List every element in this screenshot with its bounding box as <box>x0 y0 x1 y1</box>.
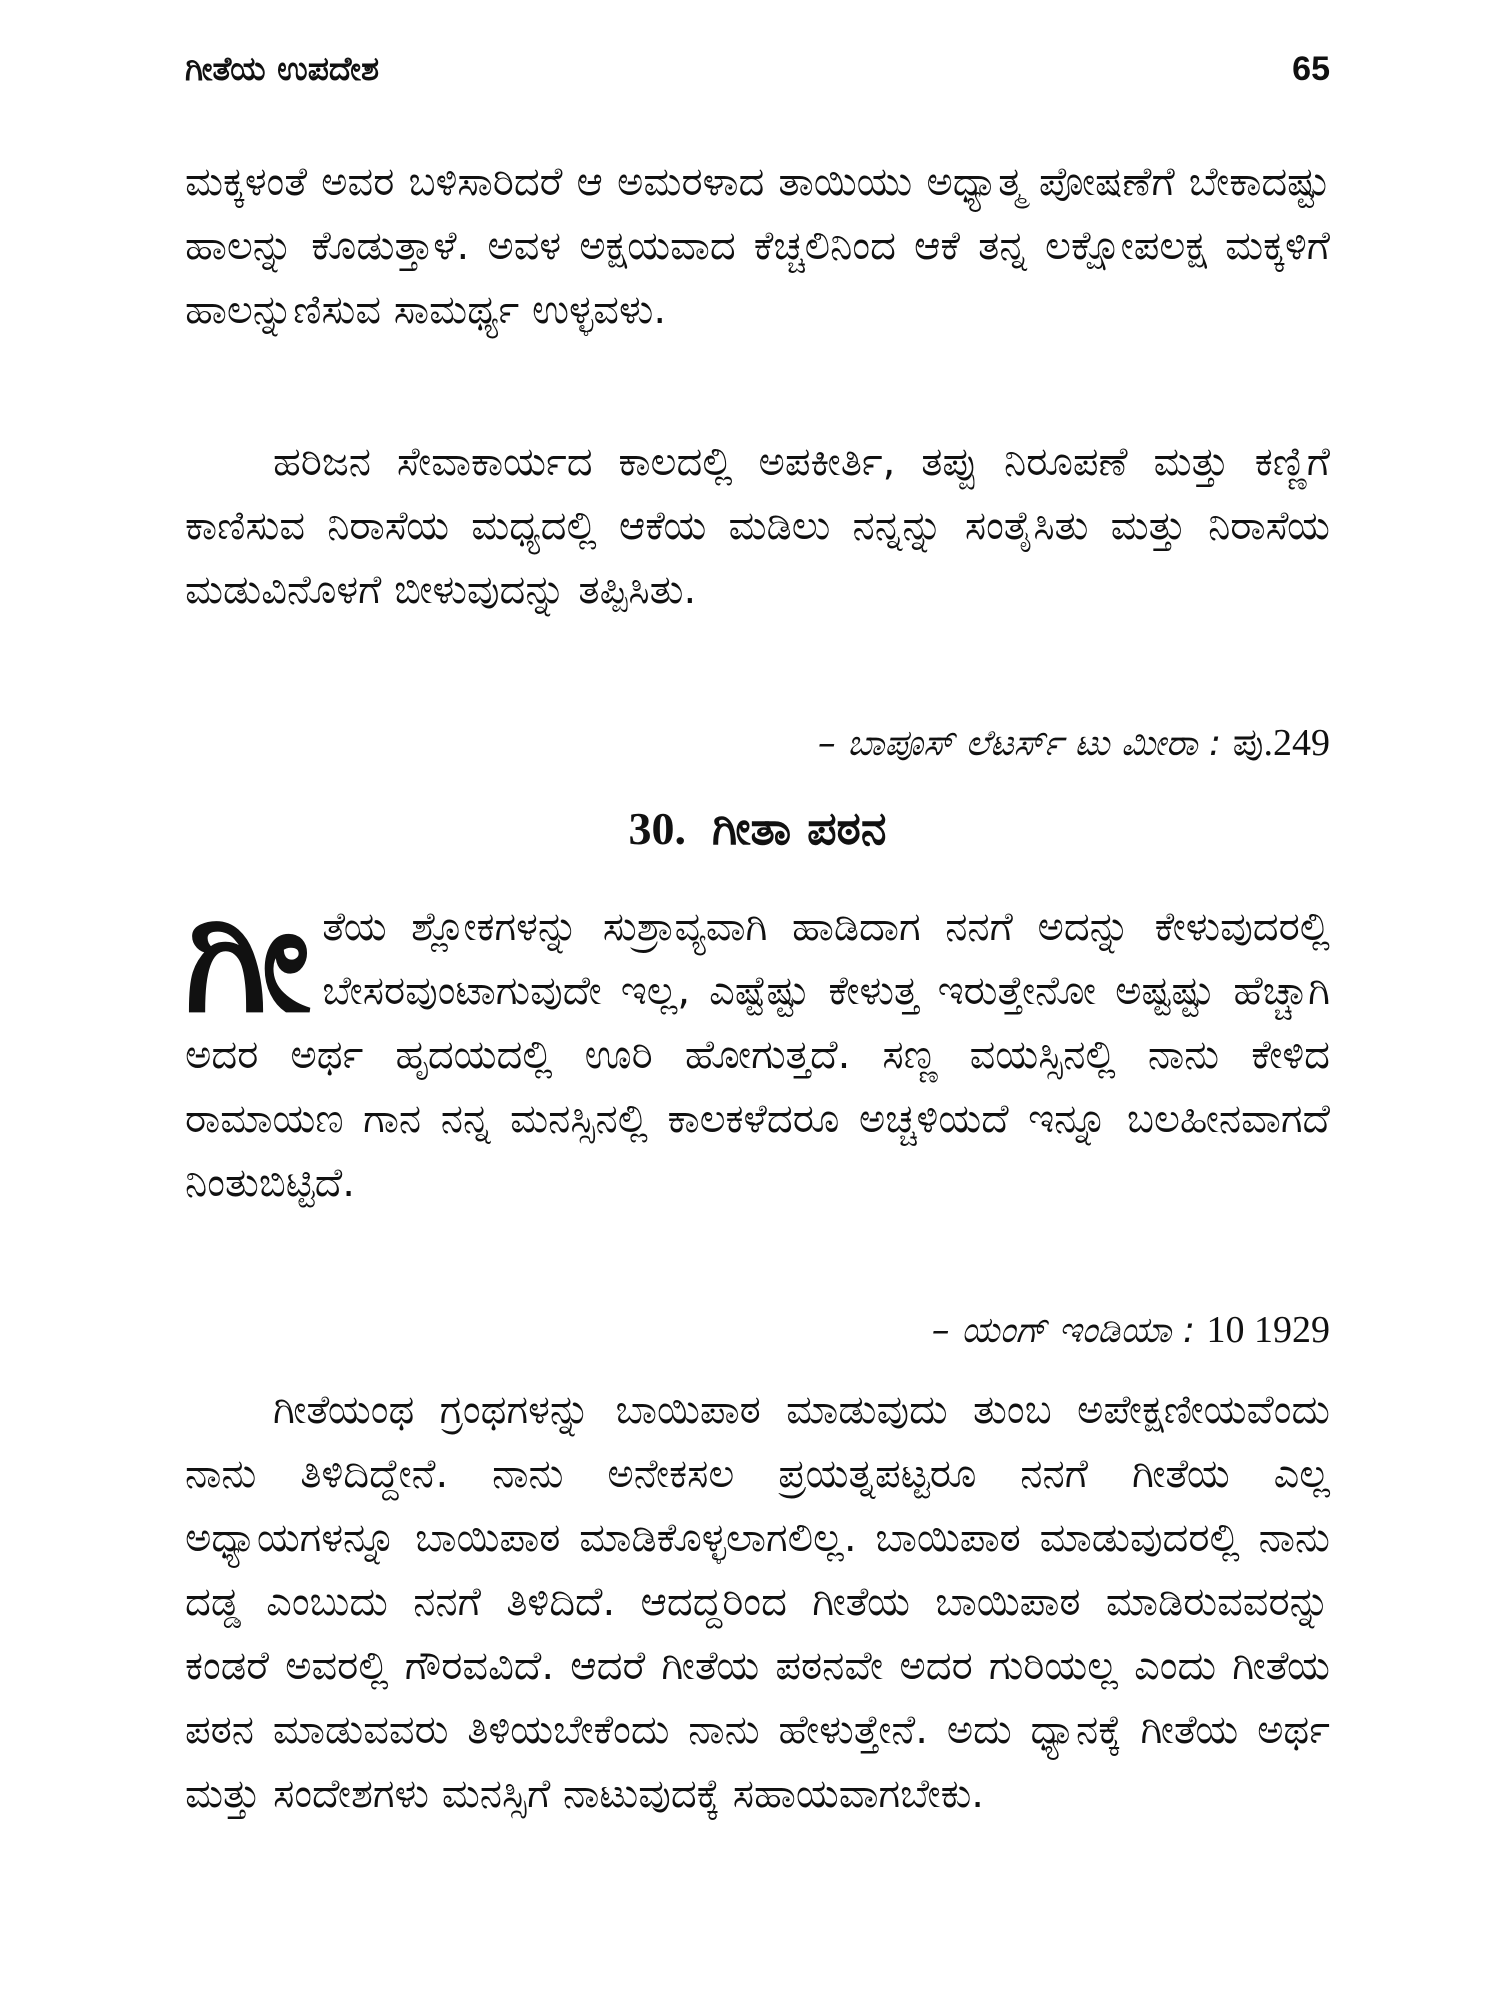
paragraph-1: ಮಕ್ಕಳಂತೆ ಅವರ ಬಳಿಸಾರಿದರೆ ಆ ಅಮರಳಾದ ತಾಯಿಯು ಅಧ್ಯಾತ್ಮ ಪೋಷಣೆಗೆ ಬೇಕಾದಷ್ಟು ಹಾಲನ್ನು ಕೊಡುತ್ತಾಳೆ. ಅವಳ ಅಕ್ಷಯವಾದ ಕೆಚ್ಚಲಿನಿಂದ ಆಕೆ ತನ್ನ ಲಕ್ಷೋಪಲಕ್ಷ ಮಕ್ಕಳಿಗೆ ಹಾಲನ್ನುಣಿಸುವ ಸಾಮರ್ಥ್ಯ ಉಳ್ಳವಳು. <box>185 159 1330 333</box>
citation-1 <box>185 715 1330 772</box>
paragraph-3 <box>185 872 1330 1215</box>
running-header <box>185 44 1330 94</box>
chapter-number: 30. <box>628 803 687 854</box>
paragraph-1-block <box>185 150 1330 342</box>
citation-2-page: 10 1929 <box>1206 1309 1330 1351</box>
chapter-title: ಗೀತಾ ಪಠನ <box>712 801 887 855</box>
citation-2-source: – ಯಂಗ್ ಇಂಡಿಯಾ : <box>931 1310 1196 1351</box>
paragraph-4: ಗೀತೆಯಂಥ ಗ್ರಂಥಗಳನ್ನು ಬಾಯಿಪಾಠ ಮಾಡುವುದು ತುಂಬ ಅಪೇಕ್ಷಣೀಯವೆಂದು ನಾನು ತಿಳಿದಿದ್ದೇನೆ. ನಾನು ಅನೇಕಸಲ ಪ್ರಯತ್ನಪಟ್ಟರೂ ನನಗೆ ಗೀತೆಯ ಎಲ್ಲ ಅಧ್ಯಾಯಗಳನ್ನೂ ಬಾಯಿಪಾಠ ಮಾಡಿಕೊಳ್ಳಲಾಗಲಿಲ್ಲ. ಬಾಯಿಪಾಠ ಮಾಡುವುದರಲ್ಲಿ ನಾನು ದಡ್ಡ ಎಂಬುದು ನನಗೆ ತಿಳಿದಿದೆ. ಆದದ್ದರಿಂದ ಗೀತೆಯ ಬಾಯಿಪಾಠ ಮಾಡಿರುವವರನ್ನು ಕಂಡರೆ ಅವರಲ್ಲಿ ಗೌರವವಿದೆ. ಆದರೆ ಗೀತೆಯ ಪಠನವೇ ಅದರ ಗುರಿಯಲ್ಲ ಎಂದು ಗೀತೆಯ ಪಠನ ಮಾಡುವವರು ತಿಳಿಯಬೇಕೆಂದು ನಾನು ಹೇಳುತ್ತೇನೆ. ಅದು ಧ್ಯಾನಕ್ಕೆ ಗೀತೆಯ ಅರ್ಥ ಮತ್ತು ಸಂದೇಶಗಳು ಮನಸ್ಸಿಗೆ ನಾಟುವುದಕ್ಕೆ ಸಹಾಯವಾಗಬೇಕು. <box>185 1387 1330 1817</box>
paragraph-4-block <box>185 1378 1330 1826</box>
paragraph-2-block <box>185 430 1330 622</box>
paragraph-3-text: ತೆಯ ಶ್ಲೋಕಗಳನ್ನು ಸುಶ್ರಾವ್ಯವಾಗಿ ಹಾಡಿದಾಗ ನನಗೆ ಅದನ್ನು ಕೇಳುವುದರಲ್ಲಿ ಬೇಸರವುಂಟಾಗುವುದೇ ಇಲ್ಲ, ಎಷ್ಟೆಷ್ಟು ಕೇಳುತ್ತ ಇರುತ್ತೇನೋ ಅಷ್ಟಷ್ಟು ಹೆಚ್ಚಾಗಿ ಅದರ ಅರ್ಥ ಹೃದಯದಲ್ಲಿ ಊರಿ ಹೋಗುತ್ತದೆ. ಸಣ್ಣ ವಯಸ್ಸಿನಲ್ಲಿ ನಾನು ಕೇಳಿದ ರಾಮಾಯಣ ಗಾನ ನನ್ನ ಮನಸ್ಸಿನಲ್ಲಿ ಕಾಲಕಳೆದರೂ ಅಚ್ಚಳಿಯದೆ ಇನ್ನೂ ಬಲಹೀನವಾಗದೆ ನಿಂತುಬಿಟ್ಟಿದೆ. <box>185 904 1330 1206</box>
running-title: ಗೀತೆಯ ಉಪದೇಶ <box>185 49 380 88</box>
paragraph-2: ಹರಿಜನ ಸೇವಾಕಾರ್ಯದ ಕಾಲದಲ್ಲಿ ಅಪಕೀರ್ತಿ, ತಪ್ಪು ನಿರೂಪಣೆ ಮತ್ತು ಕಣ್ಣಿಗೆ ಕಾಣಿಸುವ ನಿರಾಸೆಯ ಮಧ್ಯದಲ್ಲಿ ಆಕೆಯ ಮಡಿಲು ನನ್ನನ್ನು ಸಂತೈಸಿತು ಮತ್ತು ನಿರಾಸೆಯ ಮಡುವಿನೊಳಗೆ ಬೀಳುವುದನ್ನು ತಪ್ಪಿಸಿತು. <box>185 439 1330 613</box>
chapter-heading <box>185 795 1330 862</box>
citation-1-source: – ಬಾಪೂಸ್ ಲೆಟರ್ಸ್ ಟು ಮೀರಾ : <box>817 723 1222 764</box>
paragraph-3-block <box>185 872 1330 1215</box>
citation-2 <box>185 1302 1330 1359</box>
page-number: 65 <box>1292 49 1330 88</box>
citation-1-page: ಪು.249 <box>1232 722 1330 764</box>
drop-cap: ಗೀ <box>185 872 311 1046</box>
